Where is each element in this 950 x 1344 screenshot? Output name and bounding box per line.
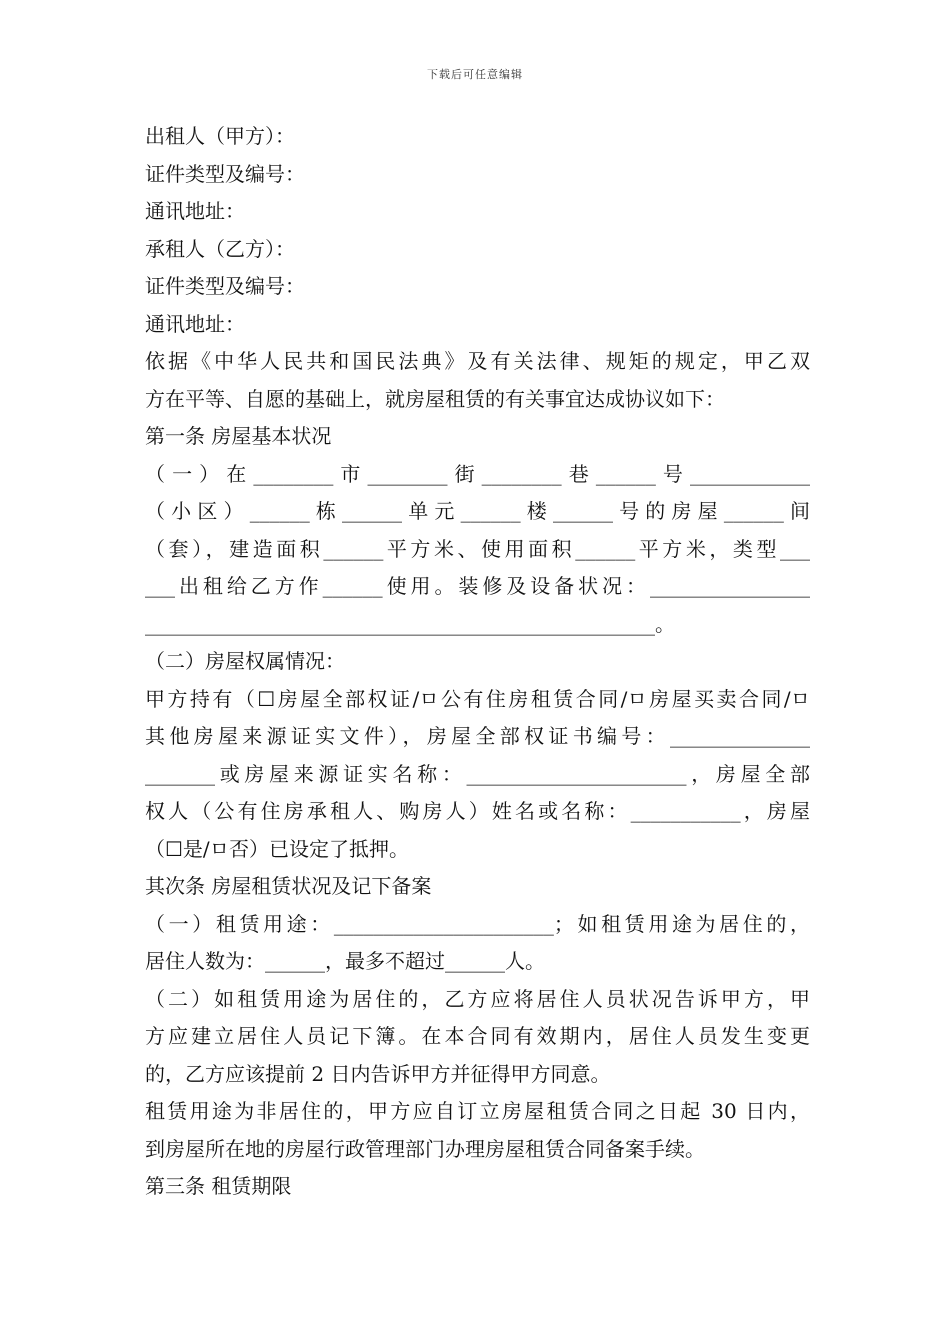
text-line-lessee-id: 证件类型及编号： xyxy=(145,274,305,298)
text-line-article-1-a: （一）在________市________街________巷______号____________ xyxy=(145,461,810,486)
text-line-lessor-id: 证件类型及编号： xyxy=(145,161,305,186)
article-3-heading: 第三条 租赁期限 xyxy=(145,1174,292,1198)
text-line-preamble-1: 依据《中华人民共和国民法典》及有关法律、规矩的规定，甲乙双 xyxy=(145,349,810,373)
text-line-article-1-e: ___________________________________________________。 xyxy=(145,611,675,636)
text-line-article-2-b: 居住人数为：______，最多不超过______人。 xyxy=(145,949,545,973)
text-line-ownership-b: 其他房屋来源证实文件），房屋全部权证书编号：______________ xyxy=(145,724,810,748)
text-line-article-1-d: ___出租给乙方作______使用。装修及设备状况：________________ xyxy=(145,574,810,598)
text-line-article-2-g: 到房屋所在地的房屋行政管理部门办理房屋租赁合同备案手续。 xyxy=(145,1136,705,1161)
article-2-heading: 其次条 房屋租赁状况及记下备案 xyxy=(145,874,432,898)
text-line-lessor: 出租人（甲方）： xyxy=(145,124,295,148)
text-line-lessor-address: 通讯地址： xyxy=(145,199,245,223)
article-1-heading: 第一条 房屋基本状况 xyxy=(145,424,332,448)
text-line-lessee: 承租人（乙方）： xyxy=(145,236,295,261)
text-line-article-2-e: 的，乙方应该提前 2 日内告诉甲方并征得甲方同意。 xyxy=(145,1061,611,1086)
text-line-article-1-b: （小区）______栋______单元______楼______号的房屋______间 xyxy=(145,499,810,523)
text-line-article-2-c: （二）如租赁用途为居住的，乙方应将居住人员状况告诉甲方，甲 xyxy=(145,986,810,1011)
text-line-ownership-a: 甲方持有（☐房屋全部权证/ㅁ公有住房租赁合同/ㅁ房屋买卖合同/ㅁ xyxy=(145,686,810,711)
text-line-ownership-e: （☐是/ㅁ否）已设定了抵押。 xyxy=(145,836,409,861)
text-line-ownership-d: 权人（公有住房承租人、购房人）姓名或名称：___________，房屋 xyxy=(145,799,810,823)
text-line-preamble-2: 方在平等、自愿的基础上，就房屋租赁的有关事宜达成协议如下： xyxy=(145,386,725,411)
text-line-article-1-c: （套），建造面积______平方米、使用面积______平方米，类型___ xyxy=(145,536,810,561)
text-line-ownership-heading: （二）房屋权属情况： xyxy=(145,649,345,673)
document-body xyxy=(145,118,810,1206)
page-header: 下载后可任意编辑 xyxy=(427,68,523,81)
text-line-article-2-d: 方应建立居住人员记下簿。在本合同有效期内，居住人员发生变更 xyxy=(145,1024,810,1048)
text-line-lessee-address: 通讯地址： xyxy=(145,311,245,336)
text-line-article-2-a: （一）租赁用途：______________________；如租赁用途为居住的， xyxy=(145,911,810,936)
text-line-article-2-f: 租赁用途为非居住的，甲方应自订立房屋租赁合同之日起 30 日内， xyxy=(145,1099,810,1123)
text-line-ownership-c: _______或房屋来源证实名称：______________________，房屋全部 xyxy=(145,761,810,786)
